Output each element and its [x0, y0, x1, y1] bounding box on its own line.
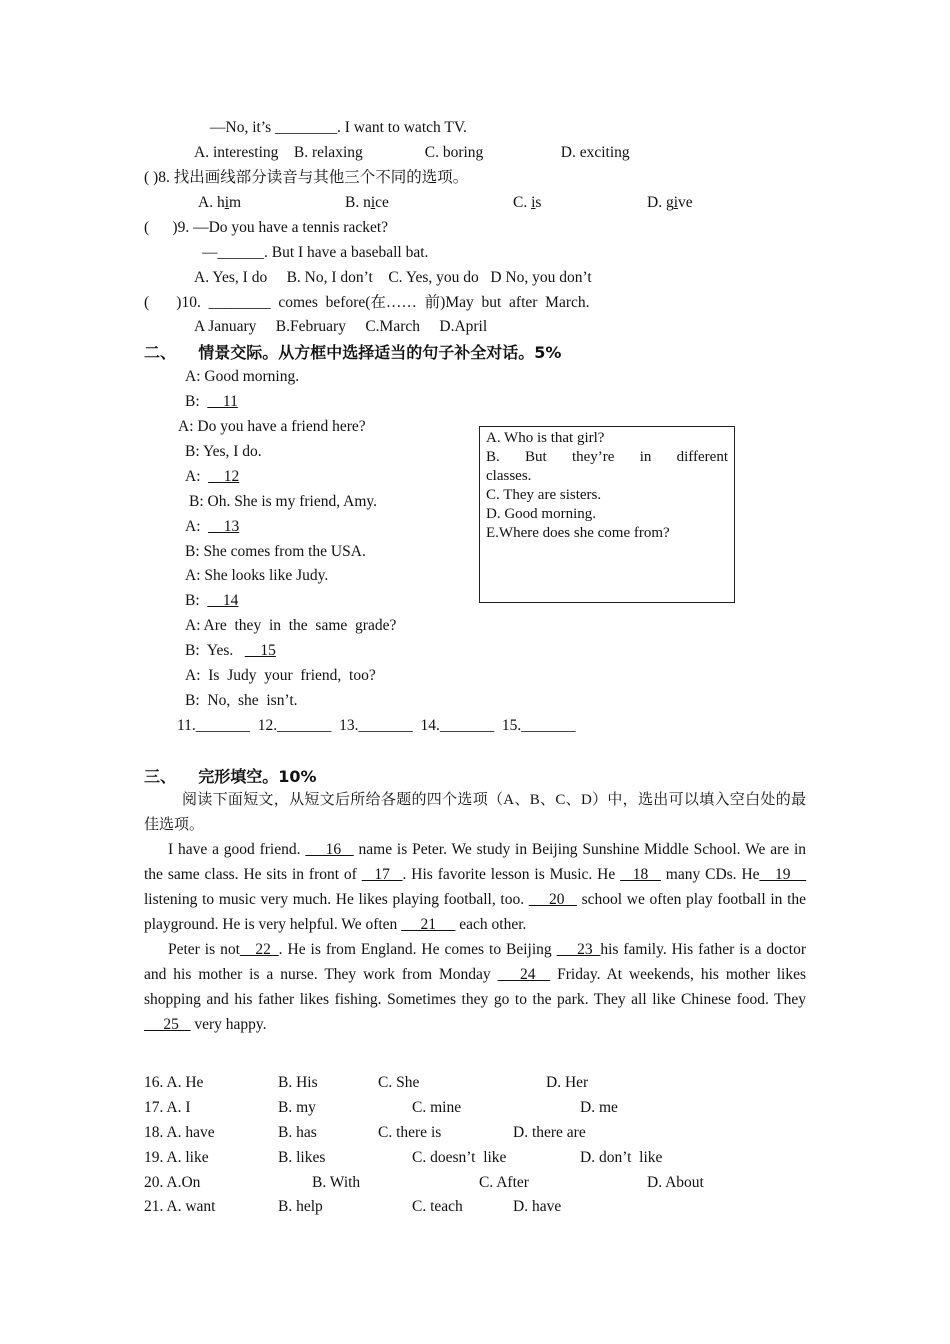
passage-paragraph-1: I have a good friend. __16_ name is Peter. We study in Beijing Sunshine Middle School. We are in the same class. He sits in front of _17_ . His favorite lesson is Music. He _18_ many CDs. He__19__ listening to music very much. He likes playing football, too. __20_ school we often play football in the playground. He is very helpful. We often __21__ each other. — [144, 841, 807, 933]
options-box — [479, 426, 735, 603]
option-19a: 19. A. like — [144, 1149, 209, 1166]
dialog-line: A: Are they in the same grade? — [185, 617, 397, 634]
dialog-line: B: Yes, I do. — [185, 443, 262, 460]
option-18c: C. there is — [378, 1124, 442, 1141]
q7-reply: —No, it’s ________. I want to watch TV. — [210, 119, 467, 136]
option-16c: C. She — [378, 1074, 420, 1091]
section3-heading: 三、 完形填空。10% — [144, 767, 317, 786]
dialog-line: A: Do you have a friend here? — [178, 418, 366, 435]
option-19c: C. doesn’t like — [412, 1149, 507, 1166]
option-18a: 18. A. have — [144, 1124, 215, 1141]
dialog-line: A: She looks like Judy. — [185, 567, 329, 584]
section2-heading: 二、 情景交际。从方框中选择适当的句子补全对话。5% — [144, 343, 562, 362]
option-17b: B. my — [278, 1099, 316, 1116]
dialog-line: B: __14 — [185, 592, 239, 609]
q8-option-c: C. is — [513, 194, 542, 211]
option-20b: B. With — [312, 1174, 361, 1191]
q8-option-d: D. give — [647, 194, 693, 211]
option-18b: B. has — [278, 1124, 317, 1141]
q9-stem: ( )9. —Do you have a tennis racket? — [144, 219, 389, 236]
q9-reply: —______. But I have a baseball bat. — [202, 244, 429, 261]
q8-stem: ( )8. 找出画线部分读音与其他三个不同的选项。 — [144, 169, 469, 186]
option-16d: D. Her — [546, 1074, 589, 1091]
dialog-line: A: __13 — [185, 518, 240, 535]
dialog-line: A: __12 — [185, 468, 240, 485]
q9-options: A. Yes, I do B. No, I don’t C. Yes, you do D No, you don’t — [194, 269, 592, 286]
dialog-line: A: Good morning. — [185, 368, 300, 385]
dialog-line: B: Oh. She is my friend, Amy. — [189, 493, 378, 510]
option-18d: D. there are — [513, 1124, 586, 1141]
box-option: E.Where does she come from? — [486, 525, 670, 541]
dialog-line: B: No, she isn’t. — [185, 692, 298, 709]
box-option: classes. — [486, 468, 532, 484]
option-19d: D. don’t like — [580, 1149, 663, 1166]
option-16b: B. His — [278, 1074, 318, 1091]
answer-blanks: 11._______ 12._______ 13._______ 14._______ 15._______ — [177, 717, 576, 734]
box-option: D. Good morning. — [486, 506, 596, 522]
option-21c: C. teach — [412, 1198, 463, 1215]
option-19b: B. likes — [278, 1149, 326, 1166]
box-option: A. Who is that girl? — [486, 430, 605, 446]
option-20a: 20. A.On — [144, 1174, 201, 1191]
option-21b: B. help — [278, 1198, 323, 1215]
dialog-line: B: She comes from the USA. — [185, 543, 366, 560]
option-21d: D. have — [513, 1198, 562, 1215]
q8-option-b: B. nice — [345, 194, 389, 211]
option-21a: 21. A. want — [144, 1198, 216, 1215]
option-17c: C. mine — [412, 1099, 462, 1116]
passage-paragraph-2: Peter is not__22_. He is from England. He comes to Beijing __23_his family. His father is a doctor and his mother is a nurse. They work from Monday __24_ Friday. At weekends, his mother likes shopping and his father likes fishing. Sometimes they go to the park. They all like Chinese food. They __25_ very happy. — [144, 941, 807, 1033]
option-17d: D. me — [580, 1099, 618, 1116]
q10-options: A January B.February C.March D.April — [194, 318, 488, 335]
box-option: B. But they’re in different — [486, 449, 728, 465]
option-20d: D. About — [647, 1174, 704, 1191]
dialog-line: B: __11 — [185, 393, 238, 410]
option-20c: C. After — [479, 1174, 529, 1191]
q7-options: A. interesting B. relaxing C. boring D. exciting — [194, 144, 630, 161]
q10-stem: ( )10. ________ comes before(在…… 前)May but after March. — [144, 294, 590, 311]
dialog-line: A: Is Judy your friend, too? — [185, 667, 376, 684]
option-17a: 17. A. I — [144, 1099, 191, 1116]
option-16a: 16. A. He — [144, 1074, 204, 1091]
dialog-line: B: Yes. __15 — [185, 642, 276, 659]
box-option: C. They are sisters. — [486, 487, 602, 503]
section3-instruction: 阅读下面短文，从短文后所给各题的四个选项（A、B、C、D）中，选出可以填入空白处的最佳选项。 — [144, 792, 806, 833]
q8-option-a: A. him — [198, 194, 242, 211]
